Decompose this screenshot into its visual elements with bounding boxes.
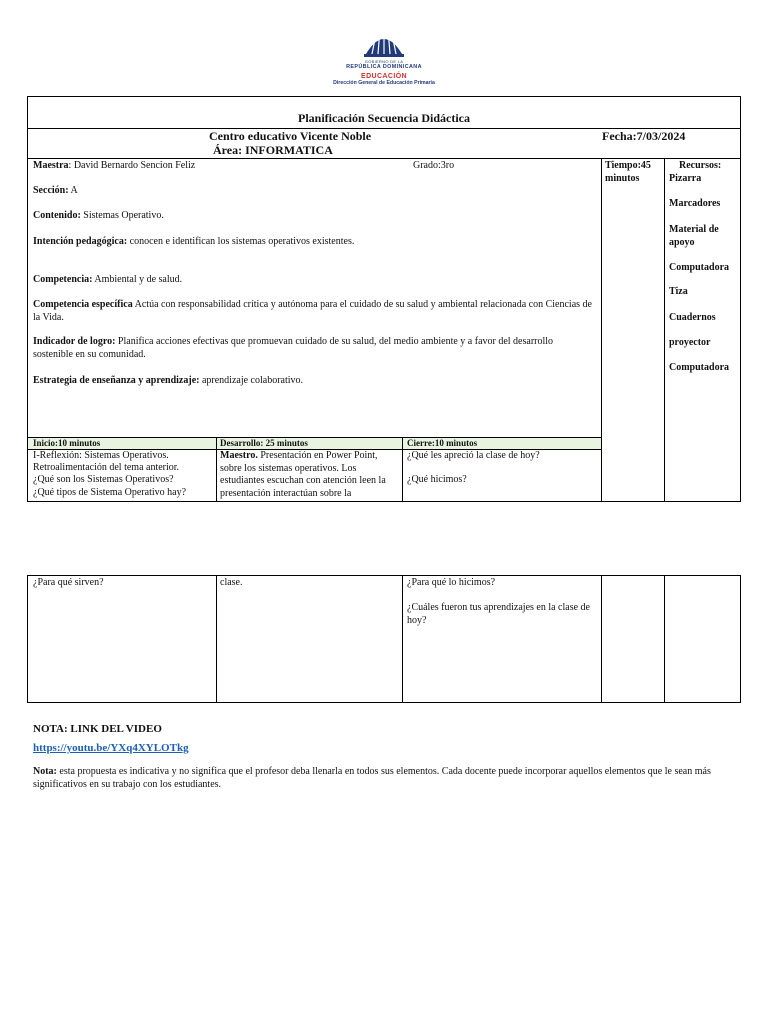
logo-line-3: EDUCACIÓN: [361, 73, 407, 80]
section-row: [33, 185, 78, 198]
cierre-question: ¿Qué hicimos?: [407, 474, 467, 485]
inicio-line: ¿Qué tipos de Sistema Operativo hay?: [33, 487, 187, 498]
resource-item: proyector: [669, 337, 711, 348]
video-note-label: NOTA: LINK DEL VIDEO: [33, 723, 162, 735]
continuation-desarrollo: clase.: [220, 577, 243, 588]
indicator-label: Indicador de logro:: [33, 336, 116, 347]
content-label: Contenido:: [33, 210, 81, 221]
divider: [216, 437, 217, 502]
dome-emblem-icon: [362, 30, 406, 58]
divider: [27, 158, 741, 159]
disclaimer-label: Nota:: [33, 766, 57, 777]
logo-line-4: Dirección General de Educación Primaria: [333, 80, 435, 86]
disclaimer-note: [33, 766, 738, 791]
content-value: Sistemas Operativo.: [80, 210, 164, 221]
desarrollo-bold: Maestro.: [220, 450, 258, 461]
phase-inicio-header: Inicio:10 minutos: [33, 438, 101, 448]
continuation-cierre-q1: ¿Para qué lo hicimos?: [407, 577, 496, 588]
phase-desarrollo-header: Desarrollo: 25 minutos: [220, 438, 308, 448]
competence-label: Competencia:: [33, 274, 93, 285]
inicio-line: I-Reflexión: Sistemas Operativos.: [33, 450, 169, 461]
cierre-question: ¿Qué les apreció la clase de hoy?: [407, 450, 540, 461]
area-label: Área: INFORMATICA: [213, 143, 333, 157]
intention-row: [33, 236, 593, 249]
ministry-logo: [320, 30, 448, 84]
phase-cierre-header: Cierre:10 minutos: [407, 438, 478, 448]
resource-item: Material de apoyo: [669, 224, 719, 248]
strategy-row: [33, 375, 593, 388]
resource-item: Pizarra: [669, 173, 702, 184]
divider: [402, 575, 403, 703]
divider: [601, 158, 602, 502]
divider: [664, 158, 665, 502]
desarrollo-text: [220, 450, 398, 500]
teacher-row: [33, 160, 413, 173]
page-title: Planificación Secuencia Didáctica: [298, 111, 470, 125]
continuation-cierre-q2: ¿Cuáles fueron tus aprendizajes en la clase de hoy?: [407, 602, 590, 626]
grade-label: Grado:3ro: [413, 160, 455, 171]
resource-item: Computadora: [669, 262, 730, 273]
resource-item: Cuadernos: [669, 312, 716, 323]
specific-competence-label: Competencia específica: [33, 299, 133, 310]
continuation-inicio: ¿Para qué sirven?: [33, 577, 104, 588]
intention-value: conocen e identifican los sistemas operativos existentes.: [127, 236, 355, 247]
content-row: [33, 210, 164, 223]
desarrollo-value: Presentación en Power Point, sobre los sistemas operativos. Los estudiantes escuchan con atención leen la presentación interactúan sobre la: [220, 450, 386, 499]
video-link[interactable]: https://youtu.be/YXq4XYLOTkg: [33, 742, 189, 754]
logo-line-1: GOBIERNO DE LA: [364, 59, 404, 64]
competence-row: [33, 274, 182, 287]
strategy-label: Estrategia de enseñanza y aprendizaje:: [33, 375, 200, 386]
specific-competence-row: [33, 299, 598, 324]
inicio-line: Retroalimentación del tema anterior.: [33, 462, 180, 473]
school-name: Centro educativo Vicente Noble: [209, 129, 372, 143]
time-label: Tiempo:45 minutos: [605, 160, 651, 184]
divider: [664, 575, 665, 703]
divider: [601, 575, 602, 703]
resource-item: Marcadores: [669, 198, 721, 209]
intention-label: Intención pedagógica:: [33, 236, 128, 247]
resource-item: Computadora: [669, 362, 730, 373]
indicator-row: [33, 336, 588, 361]
competence-value: Ambiental y de salud.: [92, 274, 183, 285]
continuation-table: [27, 575, 741, 703]
disclaimer-text: esta propuesta es indicativa y no significa que el profesor deba llenarla en todos sus elementos. Cada docente puede incorporar aquellos elementos que le sean más significativos en su trabajo con los estudiantes.: [33, 766, 711, 790]
divider: [402, 437, 403, 502]
specific-competence-value: Actúa con responsabilidad crítica y autónoma para el cuidado de su salud y ambiental relacionada con Ciencias de la Vida.: [33, 299, 592, 323]
inicio-line: ¿Qué son los Sistemas Operativos?: [33, 474, 174, 485]
indicator-value: Planifica acciones efectivas que promuevan cuidado de su salud, del medio ambiente y a favor del desarrollo sostenible en su comunidad.: [33, 336, 554, 360]
teacher-label: Maestra: [33, 160, 69, 171]
date-label: Fecha:7/03/2024: [602, 129, 686, 143]
section-value: A: [68, 185, 78, 196]
divider: [216, 575, 217, 703]
teacher-value: : David Bernardo Sencion Feliz: [68, 160, 196, 171]
logo-line-2: REPÚBLICA DOMINICANA: [346, 64, 422, 70]
resource-item: Tiza: [669, 286, 688, 297]
section-label: Sección:: [33, 185, 69, 196]
resources-label: Recursos:: [679, 160, 722, 171]
phase-header-bar: [28, 438, 601, 449]
strategy-value: aprendizaje colaborativo.: [199, 375, 304, 386]
